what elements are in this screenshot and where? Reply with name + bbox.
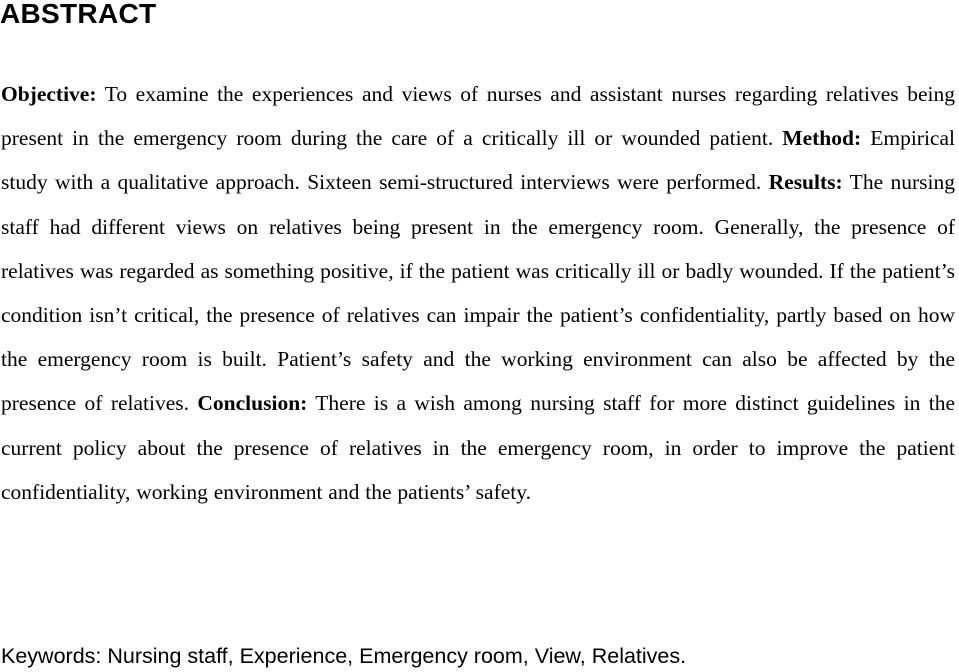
objective-label: Objective: [1,82,97,106]
results-label: Results: [768,170,843,195]
conclusion-label: Conclusion: [197,391,308,416]
abstract-body [1,72,955,514]
objective-text: To examine the experiences and views of nurses and assistant nurses regarding relatives being present in the emergency room during the care of a critically ill or wounded patient. [1,82,955,151]
method-text: Empirical study with a qualitative approach. Sixteen semi-structured interviews were performed. [1,126,955,195]
keywords-line: Keywords: Nursing staff, Experience, Emergency room, View, Relatives. [1,644,687,668]
abstract-heading: ABSTRACT [0,0,157,29]
results-text: The nursing staff had different views on relatives being present in the emergency room. Generally, the presence of relatives was regarded as something positive, if the patient was critically ill or badly wounded. If the patient’s condition isn’t critical, the presence of relatives can impair the patient’s confidentiality, partly based on how the emergency room is built. Patient’s safety and the working environment can also be affected by the presence of relatives. [1,170,956,416]
conclusion-text: There is a wish among nursing staff for more distinct guidelines in the current policy about the presence of relatives in the emergency room, in order to improve the patient confidentiality, working environment and the patients’ safety. [1,391,956,504]
method-label: Method: [782,126,862,151]
